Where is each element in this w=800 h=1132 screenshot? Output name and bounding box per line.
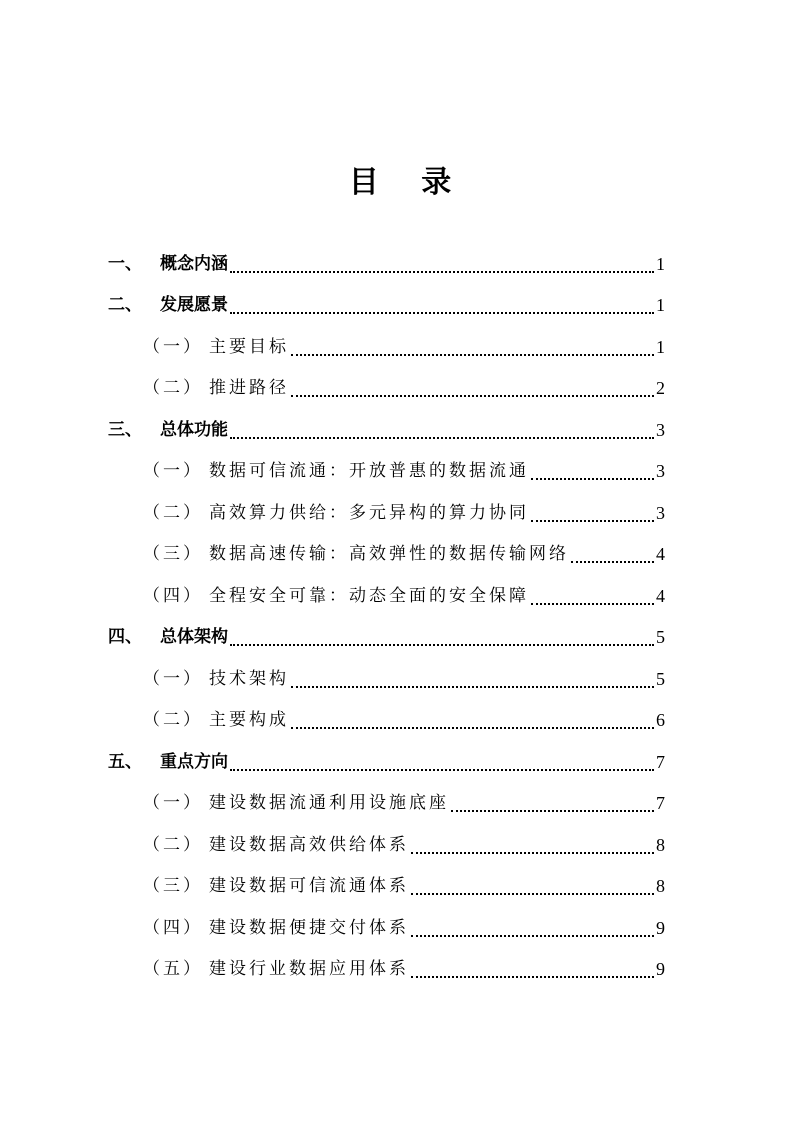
toc-entry-number: 二、 bbox=[108, 295, 142, 315]
dot-leader bbox=[411, 866, 654, 906]
toc-entry-number: （五） bbox=[143, 959, 203, 979]
toc-entry[interactable] bbox=[0, 949, 800, 989]
toc-entry[interactable] bbox=[0, 576, 800, 616]
toc-entry-page-number: 5 bbox=[656, 627, 665, 647]
toc-entry-number: 四、 bbox=[108, 627, 142, 647]
toc-entry-label: 主要构成 bbox=[209, 710, 289, 730]
toc-entry-label: 发展愿景 bbox=[160, 295, 228, 315]
toc-entry-page-number: 1 bbox=[656, 254, 665, 274]
toc-entry-label: 主要目标 bbox=[209, 337, 289, 357]
toc-entry-label: 建设数据高效供给体系 bbox=[209, 835, 409, 855]
toc-entry-page-number: 4 bbox=[656, 544, 665, 564]
toc-entry-label: 建设行业数据应用体系 bbox=[209, 959, 409, 979]
toc-entry[interactable] bbox=[0, 285, 800, 325]
toc-entry-number: （一） bbox=[143, 793, 203, 813]
toc-entry-page-number: 3 bbox=[656, 420, 665, 440]
dot-leader bbox=[411, 908, 654, 948]
toc-entry-page-number: 9 bbox=[656, 959, 665, 979]
toc-entry[interactable] bbox=[0, 368, 800, 408]
toc-entry-number: （二） bbox=[143, 503, 203, 523]
toc-entry-page-number: 9 bbox=[656, 918, 665, 938]
toc-entry-number: （二） bbox=[143, 710, 203, 730]
toc-entry-page-number: 8 bbox=[656, 876, 665, 896]
dot-leader bbox=[531, 493, 654, 533]
dot-leader bbox=[411, 825, 654, 865]
dot-leader bbox=[571, 534, 654, 574]
dot-leader bbox=[230, 410, 654, 450]
toc-entry-page-number: 1 bbox=[656, 295, 665, 315]
toc-entry-number: （二） bbox=[143, 378, 203, 398]
toc-entry[interactable] bbox=[0, 617, 800, 657]
toc-entry-label: 总体功能 bbox=[160, 420, 228, 440]
toc-entry[interactable] bbox=[0, 866, 800, 906]
toc-entry[interactable] bbox=[0, 410, 800, 450]
toc-entry-label: 重点方向 bbox=[160, 752, 228, 772]
toc-entry-number: 一、 bbox=[108, 254, 142, 274]
toc-entry-number: （一） bbox=[143, 669, 203, 689]
toc-entry-label: 总体架构 bbox=[160, 627, 228, 647]
toc-entry-page-number: 7 bbox=[656, 793, 665, 813]
toc-entry-number: （一） bbox=[143, 337, 203, 357]
dot-leader bbox=[230, 285, 654, 325]
dot-leader bbox=[291, 327, 654, 367]
toc-entry-label: 数据可信流通：开放普惠的数据流通 bbox=[209, 461, 529, 481]
toc-entry-label: 数据高速传输：高效弹性的数据传输网络 bbox=[209, 544, 569, 564]
toc-entry-label: 全程安全可靠：动态全面的安全保障 bbox=[209, 586, 529, 606]
toc-entry[interactable] bbox=[0, 327, 800, 367]
toc-entry-page-number: 8 bbox=[656, 835, 665, 855]
toc-entry-page-number: 3 bbox=[656, 503, 665, 523]
dot-leader bbox=[230, 742, 654, 782]
toc-entry-label: 建设数据便捷交付体系 bbox=[209, 918, 409, 938]
toc-entry-label: 建设数据可信流通体系 bbox=[209, 876, 409, 896]
toc-entry-label: 概念内涵 bbox=[160, 254, 228, 274]
toc-title: 目 录 bbox=[348, 165, 468, 200]
dot-leader bbox=[451, 783, 654, 823]
toc-entry-label: 技术架构 bbox=[209, 669, 289, 689]
toc-entry-page-number: 4 bbox=[656, 586, 665, 606]
toc-entry-page-number: 7 bbox=[656, 752, 665, 772]
toc-entry-label: 高效算力供给：多元异构的算力协同 bbox=[209, 503, 529, 523]
toc-entry-page-number: 6 bbox=[656, 710, 665, 730]
toc-entry[interactable] bbox=[0, 451, 800, 491]
toc-entry-number: 五、 bbox=[108, 752, 142, 772]
dot-leader bbox=[291, 700, 654, 740]
toc-entry-label: 建设数据流通利用设施底座 bbox=[209, 793, 449, 813]
dot-leader bbox=[291, 659, 654, 699]
dot-leader bbox=[230, 244, 654, 284]
toc-entry-page-number: 5 bbox=[656, 669, 665, 689]
toc-entry[interactable] bbox=[0, 700, 800, 740]
dot-leader bbox=[531, 451, 654, 491]
toc-entry[interactable] bbox=[0, 783, 800, 823]
dot-leader bbox=[531, 576, 654, 616]
toc-entry-number: （二） bbox=[143, 835, 203, 855]
toc-entry-number: （三） bbox=[143, 876, 203, 896]
toc-entry-page-number: 1 bbox=[656, 337, 665, 357]
toc-entry[interactable] bbox=[0, 493, 800, 533]
toc-entry-number: （四） bbox=[143, 918, 203, 938]
toc-entry[interactable] bbox=[0, 534, 800, 574]
toc-entry-number: （一） bbox=[143, 461, 203, 481]
toc-entry[interactable] bbox=[0, 742, 800, 782]
dot-leader bbox=[230, 617, 654, 657]
toc-entry[interactable] bbox=[0, 244, 800, 284]
toc-entry-label: 推进路径 bbox=[209, 378, 289, 398]
dot-leader bbox=[411, 949, 654, 989]
toc-entry-page-number: 3 bbox=[656, 461, 665, 481]
toc-entry-number: 三、 bbox=[108, 420, 142, 440]
dot-leader bbox=[291, 368, 654, 408]
toc-entry[interactable] bbox=[0, 825, 800, 865]
toc-entry[interactable] bbox=[0, 908, 800, 948]
toc-entry[interactable] bbox=[0, 659, 800, 699]
toc-entry-number: （三） bbox=[143, 544, 203, 564]
toc-entry-page-number: 2 bbox=[656, 378, 665, 398]
toc-entry-number: （四） bbox=[143, 586, 203, 606]
